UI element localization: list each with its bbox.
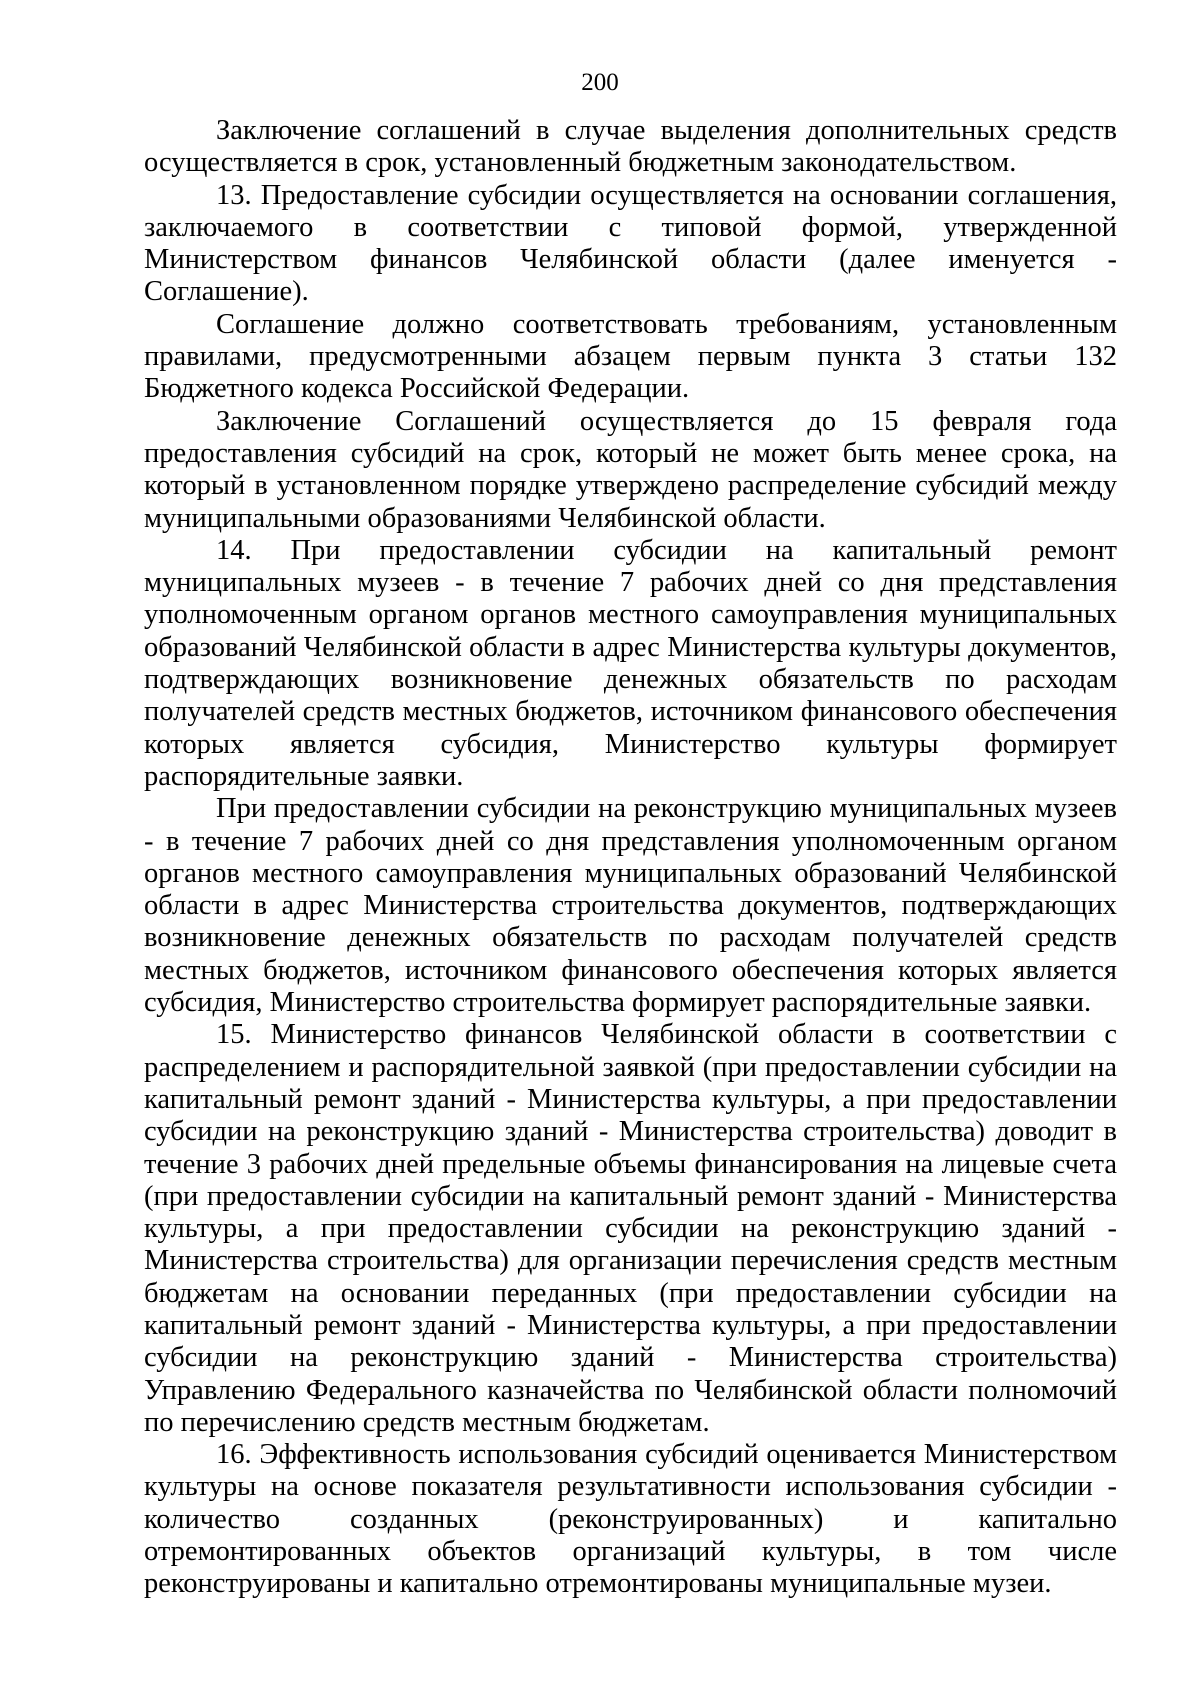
- paragraph-agreement-deadline: Заключение Соглашений осуществляется до 15 февраля года предоставления субсидий на срок, который не может быть менее срока, на который в установленном порядке утверждено распределение субсидий между муниципальными образованиями Челябинской области.: [144, 405, 1117, 534]
- paragraph-agreement-additional-funds: Заключение соглашений в случае выделения дополнительных средств осуществляется в срок, установленный бюджетным законодательством.: [144, 115, 1117, 179]
- paragraph-item-16: 16. Эффективность использования субсидий оценивается Министерством культуры на основе показателя результативности использования субсидии - количество созданных (реконструированных) и капитально отремонтированных объектов организаций культуры, в том числе реконструированы и капитально отремонтированы муниципальные музеи.: [144, 1439, 1117, 1600]
- paragraph-item-13: 13. Предоставление субсидии осуществляется на основании соглашения, заключаемого в соответствии с типовой формой, утвержденной Министерством финансов Челябинской области (далее именуется - Соглашение).: [144, 179, 1117, 308]
- page-number: 200: [581, 69, 619, 96]
- document-body: [144, 115, 1117, 1601]
- paragraph-item-15: 15. Министерство финансов Челябинской области в соответствии с распределением и распорядительной заявкой (при предоставлении субсидии на капитальный ремонт зданий - Министерства культуры, а при предоставлении субсидии на реконструкцию зданий - Министерства строительства) доводит в течение 3 рабочих дней предельные объемы финансирования на лицевые счета (при предоставлении субсидии на капитальный ремонт зданий - Министерства культуры, а при предоставлении субсидии на реконструкцию зданий - Министерства строительства) для организации перечисления средств местным бюджетам на основании переданных (при предоставлении субсидии на капитальный ремонт зданий - Министерства культуры, а при предоставлении субсидии на реконструкцию зданий - Министерства строительства) Управлению Федерального казначейства по Челябинской области полномочий по перечислению средств местным бюджетам.: [144, 1019, 1117, 1438]
- paragraph-reconstruction-requests: При предоставлении субсидии на реконструкцию муниципальных музеев - в течение 7 рабочих дней со дня представления уполномоченным органом органов местного самоуправления муниципальных образований Челябинской области в адрес Министерства строительства документов, подтверждающих возникновение денежных обязательств по расходам получателей средств местных бюджетов, источником финансового обеспечения которых является субсидия, Министерство строительства формирует распорядительные заявки.: [144, 793, 1117, 1019]
- paragraph-item-14: 14. При предоставлении субсидии на капитальный ремонт муниципальных музеев - в течение 7 рабочих дней со дня представления уполномоченным органом органов местного самоуправления муниципальных образований Челябинской области в адрес Министерства культуры документов, подтверждающих возникновение денежных обязательств по расходам получателей средств местных бюджетов, источником финансового обеспечения которых является субсидия, Министерство культуры формирует распорядительные заявки.: [144, 534, 1117, 792]
- paragraph-agreement-requirements: Соглашение должно соответствовать требованиям, установленным правилами, предусмотренными абзацем первым пункта 3 статьи 132 Бюджетного кодекса Российской Федерации.: [144, 308, 1117, 405]
